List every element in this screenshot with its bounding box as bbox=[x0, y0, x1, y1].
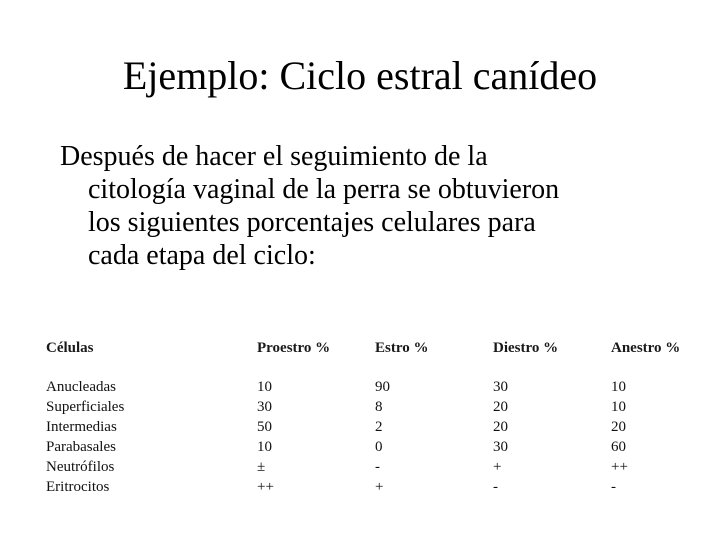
table-cell: - bbox=[611, 479, 616, 495]
row-label: Eritrocitos bbox=[46, 479, 110, 495]
table-cell: 30 bbox=[257, 399, 272, 415]
table-cell: 10 bbox=[257, 379, 272, 395]
row-label: Anucleadas bbox=[46, 379, 116, 395]
row-label: Superficiales bbox=[46, 399, 125, 415]
column-header-diestro: Diestro % bbox=[493, 340, 559, 356]
row-label: Intermedias bbox=[46, 419, 117, 435]
table-cell: ± bbox=[257, 459, 266, 475]
table-cell: + bbox=[493, 459, 502, 475]
table-cell: 30 bbox=[493, 439, 508, 455]
table-cell: 20 bbox=[611, 419, 626, 435]
table-cell: ++ bbox=[257, 479, 274, 495]
column-header-proestro: Proestro % bbox=[257, 340, 331, 356]
intro-line: citología vaginal de la perra se obtuvieron bbox=[88, 174, 560, 205]
row-label: Neutrófilos bbox=[46, 459, 115, 475]
table-cell: 90 bbox=[375, 379, 390, 395]
table-cell: 50 bbox=[257, 419, 272, 435]
intro-line: los siguientes porcentajes celulares para bbox=[88, 207, 536, 238]
table-cell: - bbox=[493, 479, 498, 495]
table-cell: - bbox=[375, 459, 380, 475]
row-label: Parabasales bbox=[46, 439, 116, 455]
intro-line: Después de hacer el seguimiento de la bbox=[60, 141, 488, 172]
table-cell: 10 bbox=[611, 399, 626, 415]
column-header-anestro: Anestro % bbox=[611, 340, 681, 356]
column-header-estro: Estro % bbox=[375, 340, 429, 356]
table-cell: 0 bbox=[375, 439, 383, 455]
table-cell: + bbox=[375, 479, 384, 495]
slide-title: Ejemplo: Ciclo estral canídeo bbox=[122, 53, 598, 98]
table-cell: 2 bbox=[375, 419, 383, 435]
column-header-cells: Células bbox=[46, 340, 94, 356]
table-cell: 60 bbox=[611, 439, 626, 455]
intro-line: cada etapa del ciclo: bbox=[88, 240, 316, 271]
table-cell: 20 bbox=[493, 419, 508, 435]
table-cell: 10 bbox=[257, 439, 272, 455]
table-cell: 10 bbox=[611, 379, 626, 395]
table-cell: 20 bbox=[493, 399, 508, 415]
table-cell: ++ bbox=[611, 459, 628, 475]
table-cell: 8 bbox=[375, 399, 383, 415]
table-cell: 30 bbox=[493, 379, 508, 395]
